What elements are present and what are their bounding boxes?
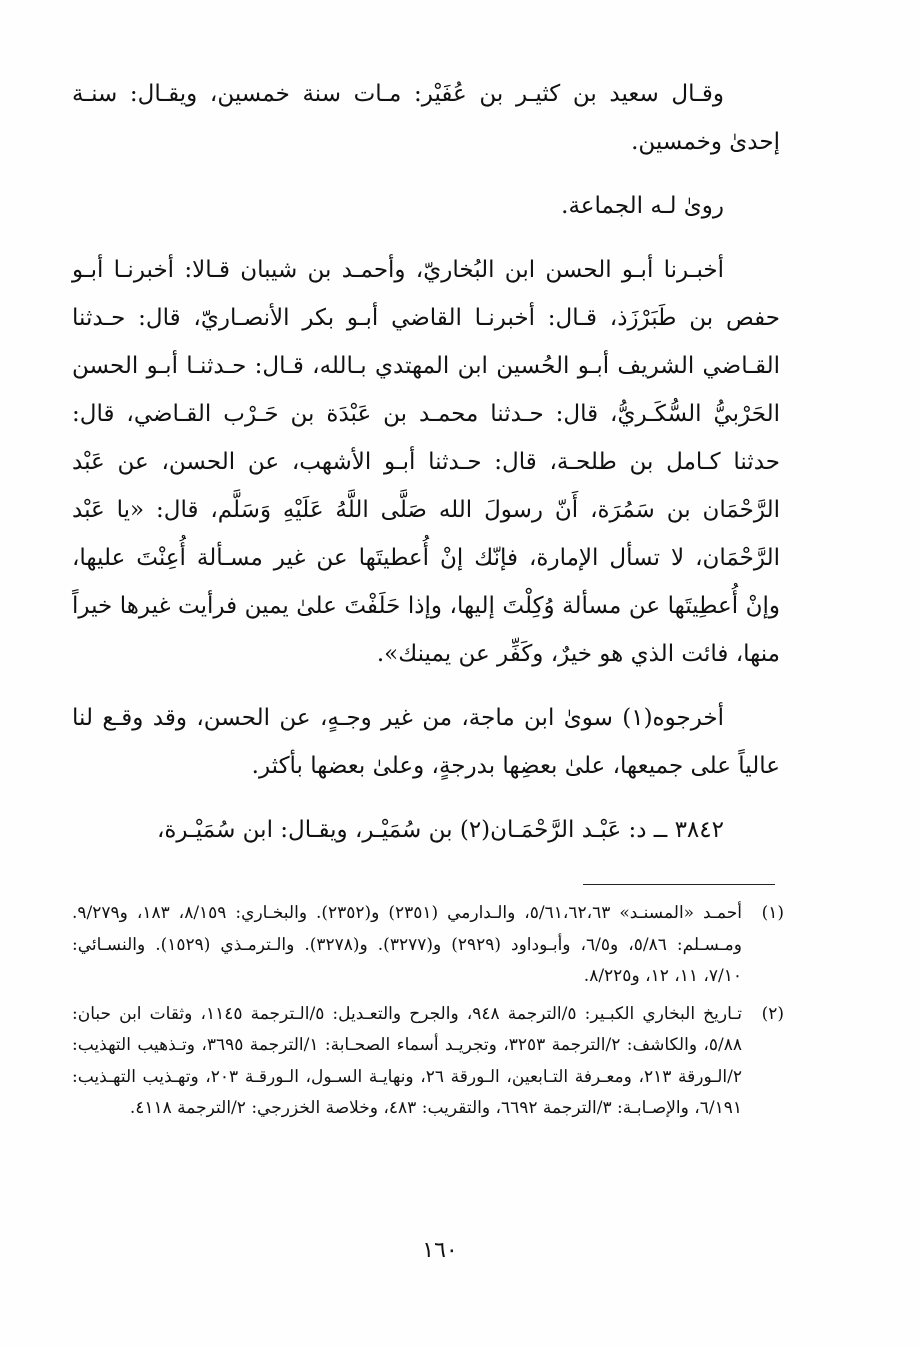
footnote-text: تـاريخ البخاري الكبـير: ٥/الترجمة ٩٤٨، والجرح والتعـديل: ٥/الـترجمة ١١٤٥، وثقات ابن حبان: ٥/٨٨، والكاشف: ٢/الترجمة ٣٢٥٣، وتجريـد أسماء الصحـابة: ١/الترجمة ٣٦٩٥، وتـذهيب التهذيب: ٢/الـورقة ٢١٣، ومعـرفة التـابعين، الـورقة ٢٦، ونهايـة السـول، الـورقـة ٢٠٣، وتهـذيب التهـذيب: ٦/١٩١، والإصـابـة: ٣/الترجمة ٦٦٩٢، والتقريب: ٤٨٣، وخلاصة الخزرجي: ٢/الترجمة ٤١١٨. (72, 1003, 743, 1118)
footnote-text: أحمـد «المسنـد» ٥/٦١،٦٢،٦٣، والـدارمي (٢٣٥١) و(٢٣٥٢). والبخـاري: ٨/١٥٩، ١٨٣، و٩/٢٧٩. ومـسـلم: ٥/٨٦، و٦/٥، وأبـوداود (٢٩٢٩) و(٣٢٧٧). و(٣٢٧٨). والـترمـذي (١٥٢٩). والنسـائي: ٧/١٠، ١١، ١٢، و٨/٢٢٥. (72, 903, 742, 986)
footnote-1 (72, 898, 784, 993)
footnote-divider (583, 884, 775, 885)
footnote-2 (72, 999, 784, 1125)
footnote-number: (١) (761, 903, 784, 923)
footnotes (72, 898, 784, 1131)
paragraph-hadith-chain: أخبـرنا أبـو الحسن ابن البُخاريّ، وأحمـد بن شيبان قـالا: أخبرنـا أبـو حفص بن طَبَرْزَذ، قـال: أخبرنـا القاضي أبـو بكر الأنصـاريّ، قال: حـدثنا القـاضي الشريف أبـو الحُسين ابن المهتدي بـالله، قـال: حـدثنـا أبـو الحسن الحَرْبيُّ السُّكَـريُّ، قال: حـدثنا محمـد بن عَبْدَة بن حَـرْب القـاضي، قال: حدثنا كـامل بن طلحـة، قال: حـدثنا أبـو الأشهب، عن الحسن، عن عَبْد الرَّحْمَان بن سَمُرَة، أَنّ رسولَ الله صَلَّى اللَّهُ عَلَيْهِ وَسَلَّم، قال: «يا عَبْد الرَّحْمَان، لا تسأل الإمارة، فإنّك إنْ أُعطيتَها عن غير مسـألة أُعِنْتَ عليها، وإنْ أُعطِيتَها عن مسألة وُكِلْتَ إليها، وإذا حَلَفْتَ علىٰ يمين فرأيت غيرها خيراً منها، فائت الذي هو خيرٌ، وكَفِّر عن يمينك». (72, 257, 780, 667)
paragraph-entry-heading: ٣٨٤٢ ــ د: عَبْـد الرَّحْمَـان(٢) بن سُمَيْـر، ويقـال: ابن سُمَيْـرة، (156, 817, 724, 843)
page-number: ١٦٠ (422, 1238, 458, 1263)
paragraph-narrated-by: روىٰ لـه الجماعة. (561, 193, 724, 219)
paragraph-takhrij: أخرجوه(١) سوىٰ ابن ماجة، من غير وجـهٍ، عن الحسن، وقد وقـع لنا عالياً على جميعها، علىٰ بعضِها بدرجةٍ، وعلىٰ بعضها بأكثر. (72, 705, 780, 779)
main-text (72, 70, 780, 854)
paragraph-death-date: وقـال سعيد بن كثيـر بن عُفَيْر: مـات سنة خمسين، ويقـال: سنـة إحدىٰ وخمسين. (72, 81, 780, 155)
footnote-number: (٢) (761, 1003, 784, 1024)
